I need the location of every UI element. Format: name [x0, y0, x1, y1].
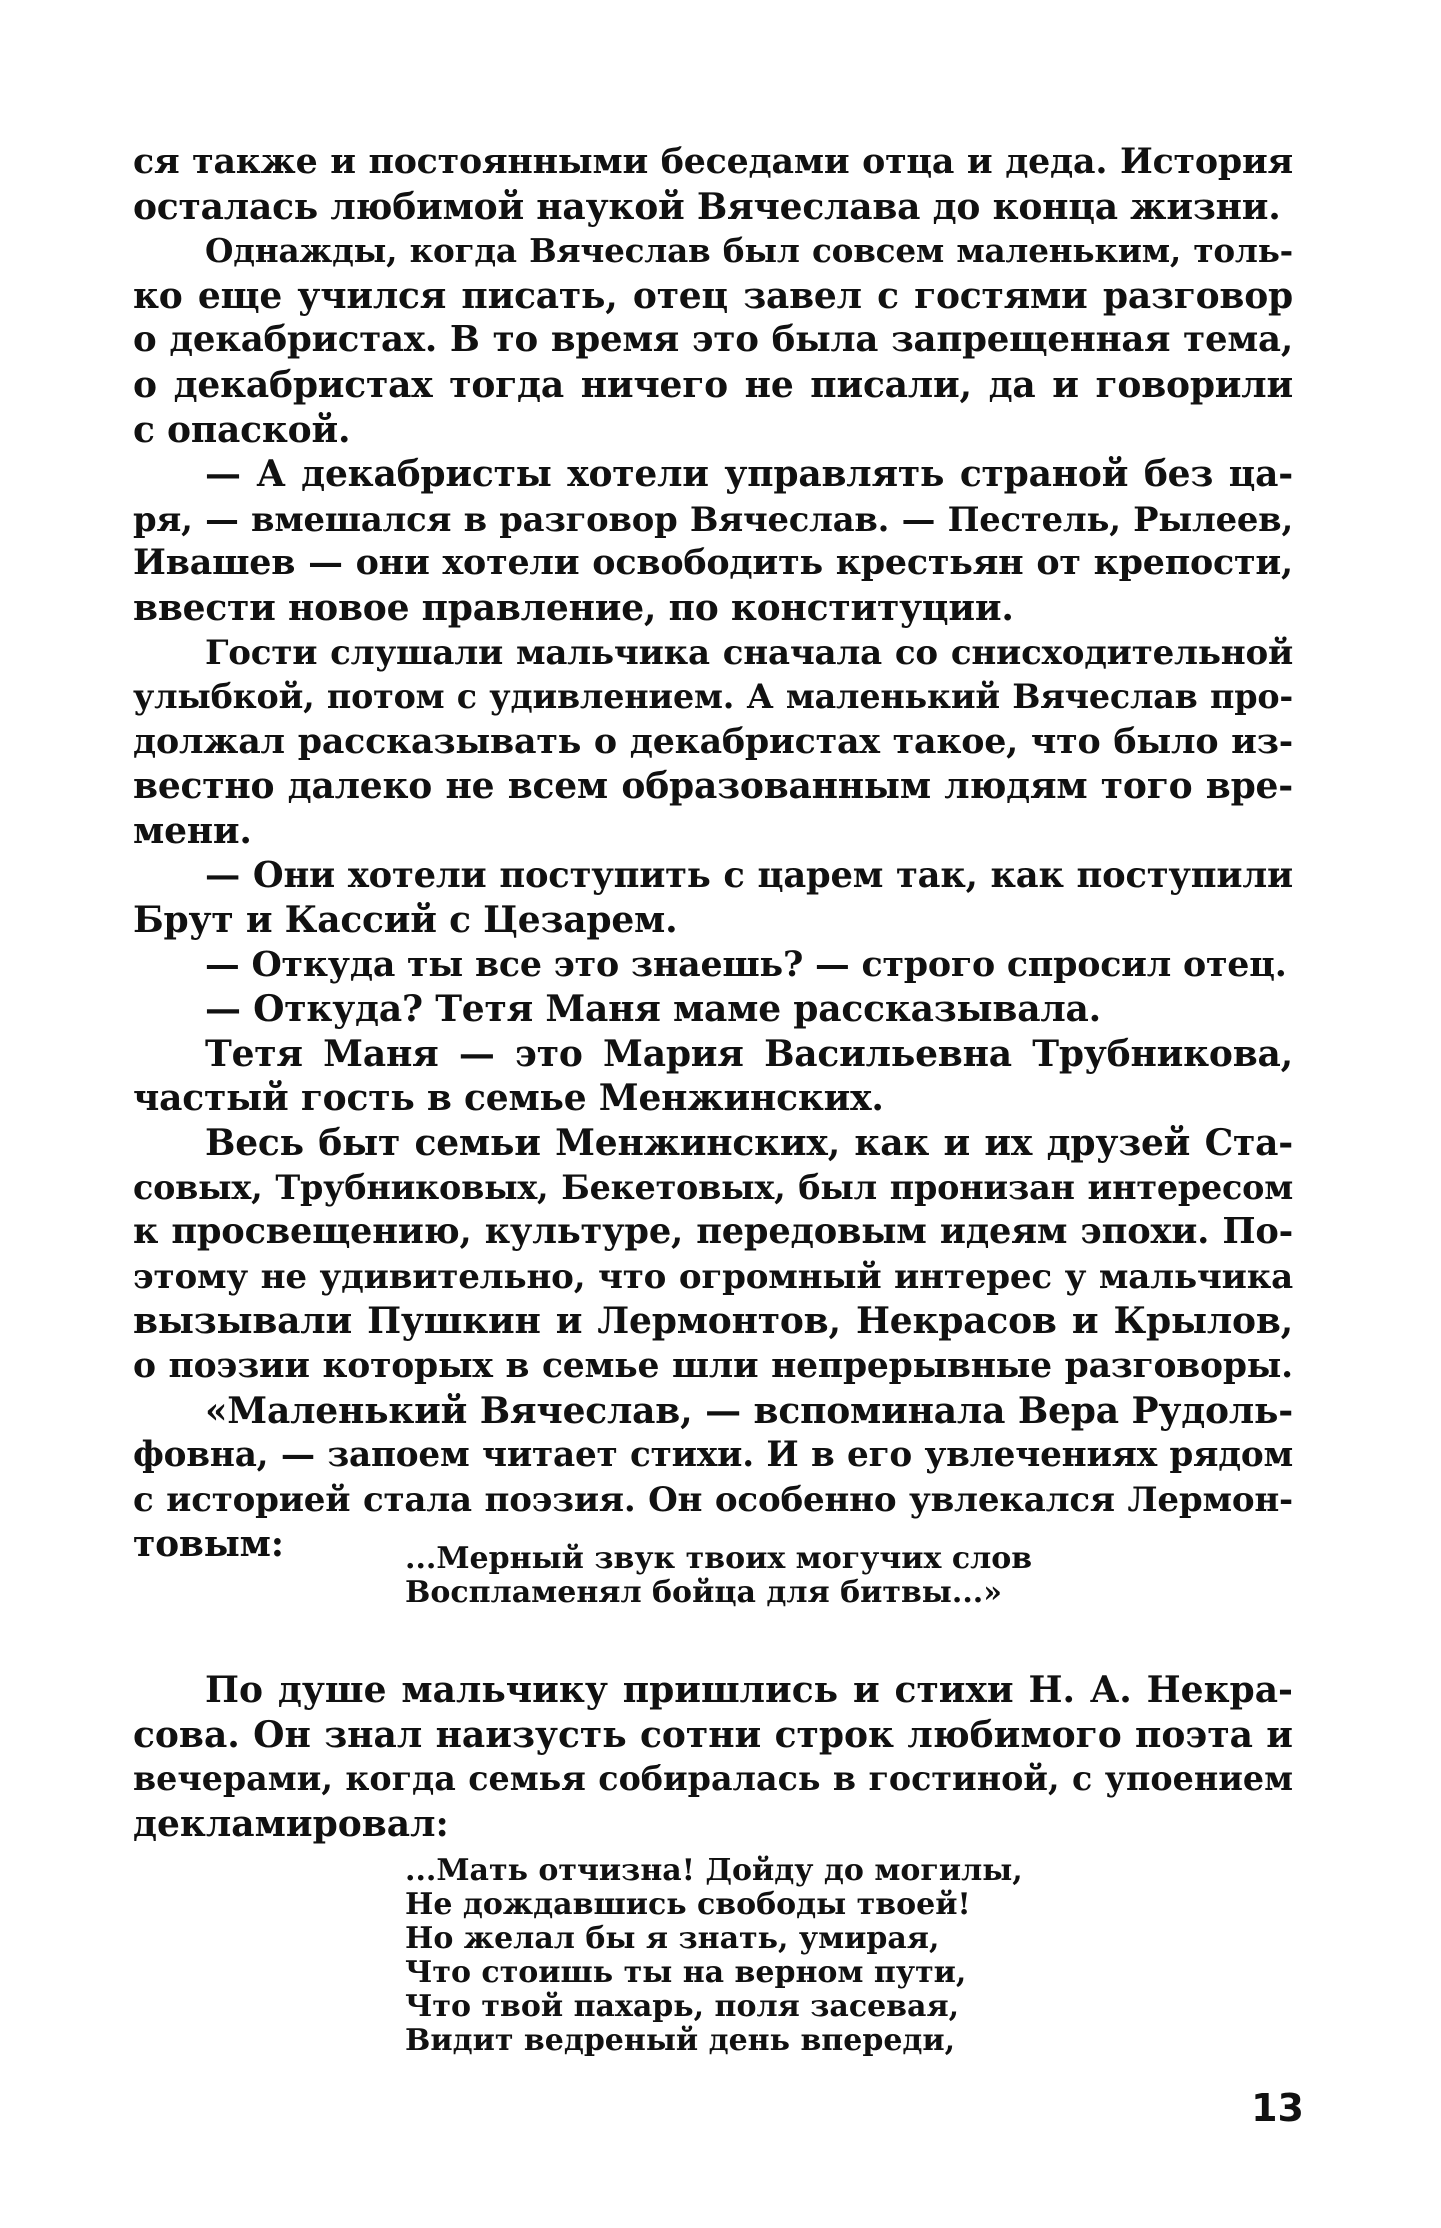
poem-line: Воспламенял бойца для битвы...»: [405, 1575, 1002, 1610]
text-line: Ивашев — они хотели освободить крестьян от крепости,: [133, 542, 1293, 584]
poem-line: Видит ведреный день впереди,: [405, 2023, 956, 2058]
text-line: ря, — вмешался в разговор Вячеслав. — Пестель, Рылеев,: [133, 498, 1293, 539]
text-line: «Маленький Вячеслав, — вспоминала Вера Рудоль-: [205, 1389, 1293, 1432]
text-line: ся также и постоянными беседами отца и деда. История: [133, 141, 1293, 182]
text-line: должал рассказывать о декабристах такое, что было из-: [133, 720, 1293, 762]
page-number: 13: [1251, 2086, 1304, 2130]
text-line: Однажды, когда Вячеслав был совсем маленьким, толь-: [205, 231, 1293, 271]
poem-line: ...Мать отчизна! Дойду до могилы,: [405, 1853, 1023, 1888]
text-line: этому не удивительно, что огромный интерес у мальчика: [133, 1256, 1293, 1297]
text-line: Гости слушали мальчика сначала со снисходительной: [205, 632, 1293, 673]
text-line: мени.: [133, 809, 252, 852]
poem-line: ...Мерный звук твоих могучих слов: [405, 1541, 1033, 1576]
text-line: — Они хотели поступить с царем так, как поступили: [205, 854, 1293, 896]
text-line: вызывали Пушкин и Лермонтов, Некрасов и Крылов,: [133, 1300, 1293, 1343]
text-line: с историей стала поэзия. Он особенно увлекался Лермон-: [133, 1479, 1293, 1520]
text-line: Тетя Маня — это Мария Васильевна Трубникова,: [205, 1032, 1293, 1075]
text-line: о декабристах тогда ничего не писали, да и говорили: [133, 363, 1293, 406]
text-line: о декабристах. В то время это была запрещенная тема,: [133, 319, 1293, 361]
text-line: Брут и Кассий с Цезарем.: [133, 899, 678, 942]
text-line: ко еще учился писать, отец завел с гостями разговор: [133, 274, 1293, 317]
text-line: ввести новое правление, по конституции.: [133, 586, 1014, 629]
text-line: частый гость в семье Менжинских.: [133, 1077, 884, 1120]
text-line: вечерами, когда семья собиралась в гостиной, с упоением: [133, 1759, 1293, 1799]
text-line: сова. Он знал наизусть сотни строк любимого поэта и: [133, 1713, 1293, 1756]
poem-quote-lermontov: [405, 1542, 1032, 1610]
text-line: — Откуда ты все это знаешь? — строго спросил отец.: [205, 943, 1287, 985]
text-line: декламировал:: [133, 1802, 449, 1845]
text-line: с опаской.: [133, 408, 351, 451]
poem-line: Но желал бы я знать, умирая,: [405, 1921, 940, 1956]
text-line: товым:: [133, 1523, 284, 1566]
poem-line: Что твой пахарь, поля засевая,: [405, 1989, 960, 2024]
text-line: совых, Трубниковых, Бекетовых, был пронизан интересом: [133, 1167, 1293, 1207]
poem-line: Что стоишь ты на верном пути,: [405, 1955, 967, 1990]
text-line: о поэзии которых в семье шли непрерывные разговоры.: [133, 1346, 1293, 1387]
text-line: вестно далеко не всем образованным людям того вре-: [133, 765, 1293, 808]
text-line: — А декабристы хотели управлять страной без ца-: [205, 453, 1293, 496]
text-line: улыбкой, потом с удивлением. А маленький Вячеслав про-: [133, 677, 1293, 717]
poem-quote-nekrasov: [405, 1854, 1023, 2058]
text-line: По душе мальчику пришлись и стихи Н. А. Некра-: [205, 1669, 1293, 1711]
body-text-block-1: [133, 140, 1293, 1567]
poem-line: Не дождавшись свободы твоей!: [405, 1887, 971, 1922]
text-line: осталась любимой наукой Вячеслава до конца жизни.: [133, 185, 1281, 228]
body-text-block-2: [133, 1668, 1293, 1846]
text-line: — Откуда? Тетя Маня маме рассказывала.: [205, 988, 1101, 1031]
text-line: к просвещению, культуре, передовым идеям эпохи. По-: [133, 1211, 1293, 1253]
text-line: Весь быт семьи Менжинских, как и их друзей Ста-: [205, 1122, 1293, 1165]
text-line: фовна, — запоем читает стихи. И в его увлечениях рядом: [133, 1435, 1293, 1476]
